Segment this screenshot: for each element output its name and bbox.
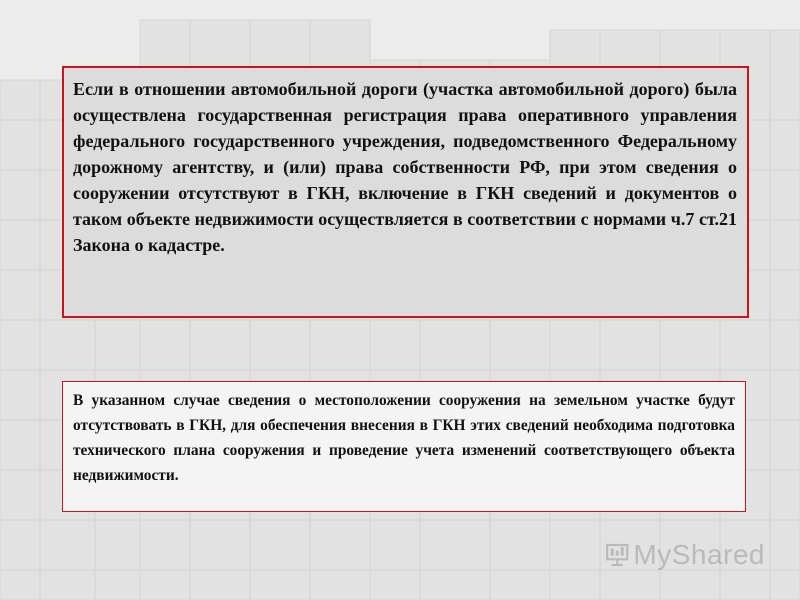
secondary-info-box xyxy=(62,381,746,512)
primary-info-box xyxy=(62,66,749,318)
secondary-info-text: В указанном случае сведения о местоположении сооружения на земельном участке будут отсутствовать в ГКН, для обеспечения внесения в ГКН этих сведений необходима подготовка технического плана сооружения и проведение учета изменений соответствующего объекта недвижимости. xyxy=(73,392,735,484)
presentation-board-icon xyxy=(605,538,629,572)
myshared-watermark xyxy=(605,535,765,575)
watermark-text: MyShared xyxy=(633,539,765,570)
primary-info-text: Если в отношении автомобильной дороги (участка автомобильной дорого) была осуществлена государственная регистрация права оперативного управления федерального государственного учреждения, подведомственного Федеральному дорожному агентству, и (или) права собственности РФ, при этом сведения о сооружении отсутствуют в ГКН, включение в ГКН сведений и документов о таком объекте недвижимости осуществляется в соответствии с нормами ч.7 ст.21 Закона о кадастре. xyxy=(73,79,737,255)
